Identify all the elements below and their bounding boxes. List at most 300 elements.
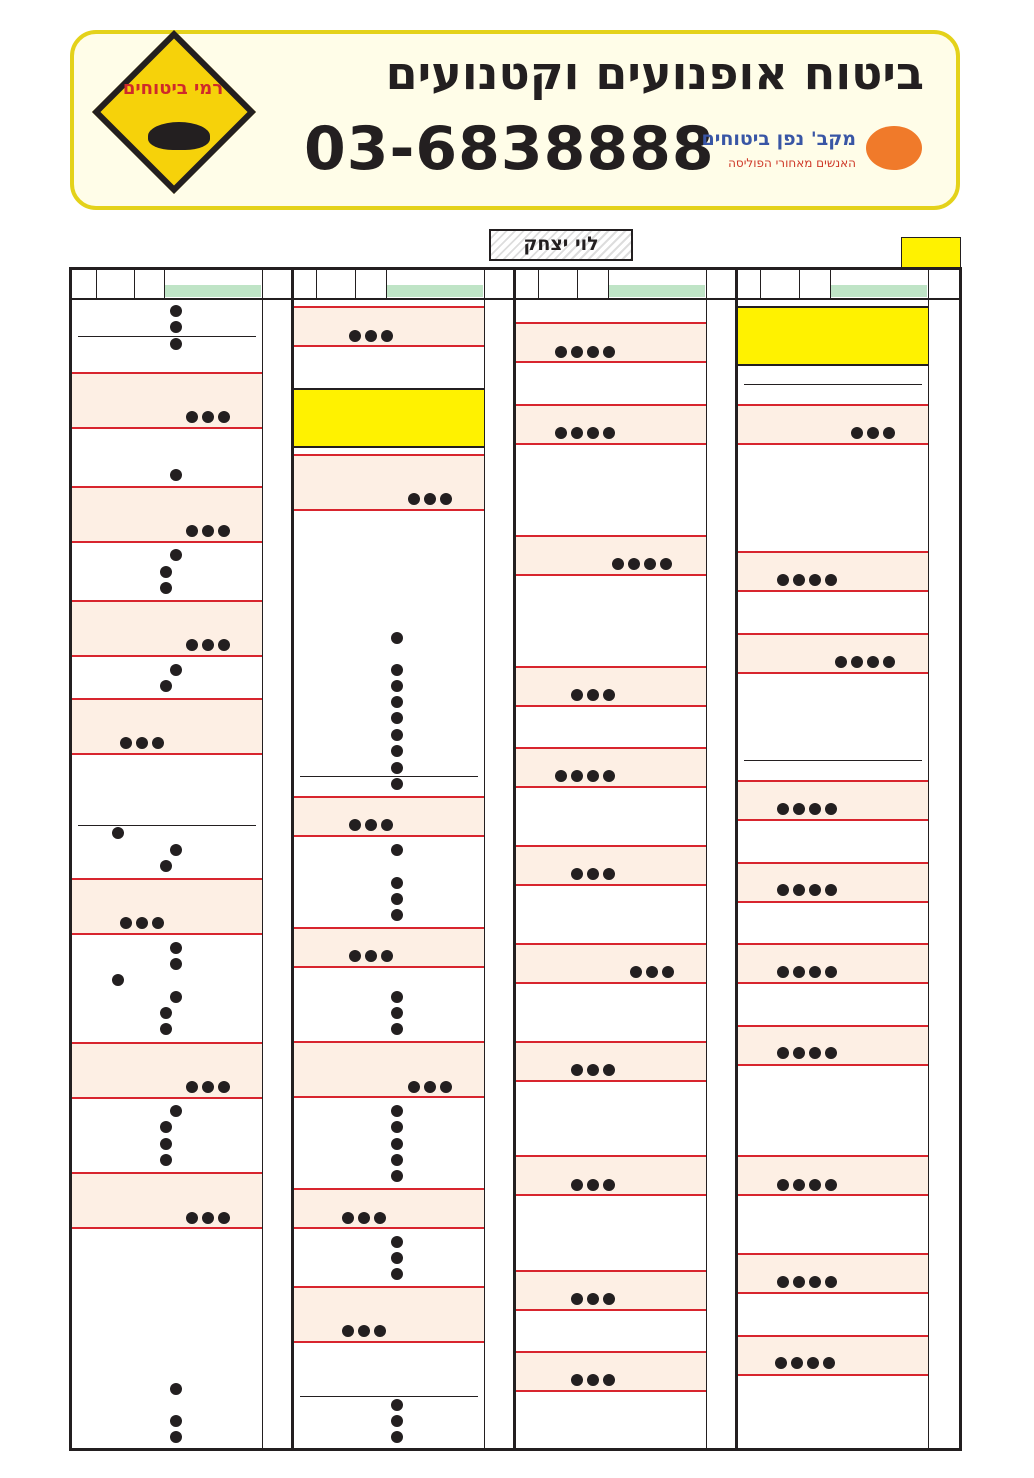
row-divider bbox=[294, 1286, 484, 1288]
dot-marker bbox=[587, 1179, 599, 1191]
dot-marker bbox=[571, 1293, 583, 1305]
dot-marker bbox=[374, 1212, 386, 1224]
corner-marker bbox=[901, 237, 961, 269]
dot-marker bbox=[809, 966, 821, 978]
dot-marker bbox=[793, 966, 805, 978]
dot-marker bbox=[603, 770, 615, 782]
dot-marker bbox=[883, 656, 895, 668]
header-divider bbox=[928, 270, 929, 299]
clue-row-shade bbox=[72, 1172, 262, 1228]
dot-marker bbox=[825, 1047, 837, 1059]
dot-marker bbox=[587, 1064, 599, 1076]
dot-marker bbox=[391, 1138, 403, 1150]
header-tint bbox=[831, 285, 927, 297]
dot-marker bbox=[809, 1179, 821, 1191]
dot-marker bbox=[381, 330, 393, 342]
dot-marker bbox=[358, 1212, 370, 1224]
clue-row-shade bbox=[294, 1188, 484, 1228]
dot-marker bbox=[809, 1276, 821, 1288]
dot-marker bbox=[440, 493, 452, 505]
dot-marker bbox=[112, 827, 124, 839]
dot-marker bbox=[160, 1138, 172, 1150]
row-divider bbox=[738, 551, 928, 553]
dot-marker bbox=[867, 427, 879, 439]
dot-marker bbox=[791, 1357, 803, 1369]
dot-marker bbox=[202, 639, 214, 651]
dot-marker bbox=[391, 1268, 403, 1280]
dot-marker bbox=[365, 950, 377, 962]
dot-marker bbox=[349, 330, 361, 342]
dot-marker bbox=[660, 558, 672, 570]
clue-row-shade bbox=[738, 1025, 928, 1065]
warning-sign-logo bbox=[92, 30, 256, 194]
dot-marker bbox=[809, 884, 821, 896]
dot-marker bbox=[202, 1212, 214, 1224]
dot-marker bbox=[152, 917, 164, 929]
row-divider bbox=[516, 443, 706, 445]
row-divider bbox=[72, 486, 262, 488]
dot-marker bbox=[603, 427, 615, 439]
brand-name: רמי ביטוחים bbox=[122, 78, 224, 99]
dot-marker bbox=[170, 338, 182, 350]
dot-marker bbox=[218, 1212, 230, 1224]
dot-marker bbox=[120, 917, 132, 929]
row-divider bbox=[516, 982, 706, 984]
dot-marker bbox=[170, 1383, 182, 1395]
header-line bbox=[294, 298, 513, 300]
dot-marker bbox=[793, 1047, 805, 1059]
dot-marker bbox=[160, 680, 172, 692]
header-line bbox=[72, 298, 291, 300]
row-divider bbox=[516, 1270, 706, 1272]
dot-marker bbox=[391, 844, 403, 856]
dot-marker bbox=[218, 411, 230, 423]
dot-marker bbox=[603, 689, 615, 701]
dot-marker bbox=[391, 712, 403, 724]
dot-marker bbox=[391, 680, 403, 692]
row-divider bbox=[738, 943, 928, 945]
row-divider bbox=[738, 1194, 928, 1196]
author-name: לוי יצחק bbox=[523, 233, 599, 255]
row-divider bbox=[72, 1227, 262, 1229]
row-divider bbox=[294, 345, 484, 347]
header-divider bbox=[799, 270, 800, 299]
row-divider bbox=[294, 966, 484, 968]
header-line bbox=[738, 298, 959, 300]
dot-marker bbox=[777, 1047, 789, 1059]
dot-marker bbox=[777, 574, 789, 586]
row-divider bbox=[516, 747, 706, 749]
dot-marker bbox=[851, 656, 863, 668]
dot-marker bbox=[120, 737, 132, 749]
partner-logo-icon bbox=[866, 126, 922, 170]
dot-marker bbox=[170, 1105, 182, 1117]
row-divider bbox=[72, 698, 262, 700]
dot-marker bbox=[835, 656, 847, 668]
header-tint bbox=[387, 285, 483, 297]
dot-marker bbox=[777, 1179, 789, 1191]
row-divider bbox=[516, 1351, 706, 1353]
dot-marker bbox=[825, 1276, 837, 1288]
banner-phone[interactable]: 03-6838888 bbox=[304, 114, 715, 184]
clue-row-shade bbox=[72, 878, 262, 934]
row-divider bbox=[738, 404, 928, 406]
dot-marker bbox=[587, 689, 599, 701]
header-divider bbox=[134, 270, 135, 299]
row-divider bbox=[294, 509, 484, 511]
row-divider bbox=[294, 796, 484, 798]
dot-marker bbox=[391, 696, 403, 708]
row-divider bbox=[72, 1097, 262, 1099]
thin-rule bbox=[744, 760, 922, 761]
dot-marker bbox=[662, 966, 674, 978]
dot-marker bbox=[555, 770, 567, 782]
dot-marker bbox=[202, 525, 214, 537]
thin-rule bbox=[300, 1396, 478, 1397]
dot-marker bbox=[391, 729, 403, 741]
dot-marker bbox=[391, 1105, 403, 1117]
header-divider bbox=[484, 270, 485, 299]
dot-marker bbox=[391, 1252, 403, 1264]
row-divider bbox=[294, 306, 484, 308]
dot-marker bbox=[170, 305, 182, 317]
thin-rule bbox=[78, 825, 256, 826]
dot-marker bbox=[793, 1276, 805, 1288]
ad-banner[interactable] bbox=[70, 30, 960, 210]
dot-marker bbox=[603, 868, 615, 880]
row-divider bbox=[516, 1155, 706, 1157]
dot-marker bbox=[170, 664, 182, 676]
dot-marker bbox=[823, 1357, 835, 1369]
dot-marker bbox=[391, 893, 403, 905]
row-divider bbox=[294, 1227, 484, 1229]
row-divider bbox=[516, 535, 706, 537]
dot-marker bbox=[809, 574, 821, 586]
clue-row-shade bbox=[738, 1335, 928, 1375]
header-divider bbox=[538, 270, 539, 299]
header-divider bbox=[164, 270, 165, 299]
dot-marker bbox=[391, 632, 403, 644]
dot-marker bbox=[160, 1023, 172, 1035]
dot-marker bbox=[170, 844, 182, 856]
row-divider bbox=[516, 1194, 706, 1196]
dot-marker bbox=[391, 1399, 403, 1411]
thin-rule bbox=[744, 384, 922, 385]
row-divider bbox=[294, 1341, 484, 1343]
dot-marker bbox=[186, 411, 198, 423]
clue-row-shade bbox=[72, 600, 262, 656]
dot-marker bbox=[342, 1325, 354, 1337]
dot-marker bbox=[186, 1212, 198, 1224]
header-divider bbox=[262, 270, 263, 299]
row-divider bbox=[738, 1335, 928, 1337]
dot-marker bbox=[603, 1179, 615, 1191]
dot-marker bbox=[571, 427, 583, 439]
dot-marker bbox=[646, 966, 658, 978]
highlight-box bbox=[294, 388, 484, 448]
dot-marker bbox=[391, 1431, 403, 1443]
row-divider bbox=[72, 655, 262, 657]
dot-marker bbox=[424, 1081, 436, 1093]
row-divider bbox=[738, 633, 928, 635]
dot-marker bbox=[349, 819, 361, 831]
dot-marker bbox=[391, 991, 403, 1003]
dot-marker bbox=[202, 1081, 214, 1093]
motorcycle-icon bbox=[148, 122, 210, 150]
dot-marker bbox=[391, 745, 403, 757]
dot-marker bbox=[587, 346, 599, 358]
dot-marker bbox=[391, 778, 403, 790]
clue-column-divider bbox=[262, 299, 263, 1449]
row-divider bbox=[72, 878, 262, 880]
dot-marker bbox=[793, 803, 805, 815]
dot-marker bbox=[160, 1121, 172, 1133]
row-divider bbox=[516, 884, 706, 886]
dot-marker bbox=[391, 1121, 403, 1133]
clue-row-shade bbox=[72, 1042, 262, 1098]
dot-marker bbox=[571, 1179, 583, 1191]
row-divider bbox=[72, 600, 262, 602]
row-divider bbox=[516, 361, 706, 363]
clue-column-divider bbox=[706, 299, 707, 1449]
dot-marker bbox=[391, 1023, 403, 1035]
row-divider bbox=[738, 1292, 928, 1294]
clue-row-shade bbox=[72, 372, 262, 428]
row-divider bbox=[516, 1080, 706, 1082]
header-divider bbox=[355, 270, 356, 299]
dot-marker bbox=[603, 1064, 615, 1076]
clue-row-shade bbox=[738, 862, 928, 902]
dot-marker bbox=[587, 868, 599, 880]
dot-marker bbox=[391, 877, 403, 889]
dot-marker bbox=[136, 917, 148, 929]
row-divider bbox=[294, 1188, 484, 1190]
dot-marker bbox=[825, 966, 837, 978]
dot-marker bbox=[775, 1357, 787, 1369]
dot-marker bbox=[603, 1293, 615, 1305]
dot-marker bbox=[170, 321, 182, 333]
dot-marker bbox=[391, 1170, 403, 1182]
row-divider bbox=[738, 1025, 928, 1027]
dot-marker bbox=[391, 762, 403, 774]
row-divider bbox=[516, 845, 706, 847]
header-line bbox=[516, 298, 735, 300]
dot-marker bbox=[793, 574, 805, 586]
dot-marker bbox=[587, 1293, 599, 1305]
dot-marker bbox=[571, 868, 583, 880]
dot-marker bbox=[825, 1179, 837, 1191]
dot-marker bbox=[603, 1374, 615, 1386]
highlight-box bbox=[738, 306, 928, 366]
dot-marker bbox=[571, 346, 583, 358]
header-divider bbox=[706, 270, 707, 299]
row-divider bbox=[294, 835, 484, 837]
header-divider bbox=[96, 270, 97, 299]
header-divider bbox=[830, 270, 831, 299]
row-divider bbox=[738, 819, 928, 821]
clue-row-shade bbox=[294, 1286, 484, 1342]
row-divider bbox=[72, 753, 262, 755]
row-divider bbox=[516, 404, 706, 406]
row-divider bbox=[738, 1155, 928, 1157]
dot-marker bbox=[587, 427, 599, 439]
dot-marker bbox=[851, 427, 863, 439]
header-tint bbox=[609, 285, 705, 297]
dot-marker bbox=[777, 884, 789, 896]
dot-marker bbox=[218, 525, 230, 537]
clue-row-shade bbox=[738, 633, 928, 673]
dot-marker bbox=[807, 1357, 819, 1369]
row-divider bbox=[738, 1374, 928, 1376]
dot-marker bbox=[391, 1007, 403, 1019]
dot-marker bbox=[612, 558, 624, 570]
dot-marker bbox=[391, 664, 403, 676]
dot-marker bbox=[644, 558, 656, 570]
dot-marker bbox=[571, 1374, 583, 1386]
dot-marker bbox=[170, 1431, 182, 1443]
dot-marker bbox=[777, 803, 789, 815]
dot-marker bbox=[555, 427, 567, 439]
row-divider bbox=[72, 1172, 262, 1174]
dot-marker bbox=[365, 819, 377, 831]
dot-marker bbox=[793, 884, 805, 896]
row-divider bbox=[738, 590, 928, 592]
clue-row-shade bbox=[294, 1041, 484, 1097]
dot-marker bbox=[571, 1064, 583, 1076]
dot-marker bbox=[160, 582, 172, 594]
clue-row-shade bbox=[516, 943, 706, 983]
dot-marker bbox=[391, 1236, 403, 1248]
dot-marker bbox=[571, 689, 583, 701]
dot-marker bbox=[587, 1374, 599, 1386]
header-divider bbox=[316, 270, 317, 299]
header-divider bbox=[608, 270, 609, 299]
row-divider bbox=[516, 1390, 706, 1392]
dot-marker bbox=[136, 737, 148, 749]
dot-marker bbox=[391, 909, 403, 921]
dot-marker bbox=[170, 469, 182, 481]
dot-marker bbox=[365, 330, 377, 342]
dot-marker bbox=[555, 346, 567, 358]
dot-marker bbox=[186, 639, 198, 651]
partner-tagline: האנשים מאחורי הפוליסה bbox=[728, 156, 856, 170]
thin-rule bbox=[300, 776, 478, 777]
row-divider bbox=[738, 780, 928, 782]
dot-marker bbox=[186, 525, 198, 537]
header-divider bbox=[577, 270, 578, 299]
header-divider bbox=[760, 270, 761, 299]
dot-marker bbox=[160, 1007, 172, 1019]
dot-marker bbox=[628, 558, 640, 570]
row-divider bbox=[516, 943, 706, 945]
row-divider bbox=[294, 1041, 484, 1043]
dot-marker bbox=[218, 1081, 230, 1093]
clue-row-shade bbox=[72, 698, 262, 754]
row-divider bbox=[516, 574, 706, 576]
row-divider bbox=[72, 427, 262, 429]
row-divider bbox=[516, 1309, 706, 1311]
row-divider bbox=[738, 1064, 928, 1066]
row-divider bbox=[294, 927, 484, 929]
thin-rule bbox=[78, 336, 256, 337]
dot-marker bbox=[381, 819, 393, 831]
row-divider bbox=[738, 1253, 928, 1255]
dot-marker bbox=[112, 974, 124, 986]
dot-marker bbox=[170, 549, 182, 561]
row-divider bbox=[516, 786, 706, 788]
dot-marker bbox=[777, 1276, 789, 1288]
row-divider bbox=[72, 541, 262, 543]
clue-column-divider bbox=[928, 299, 929, 1449]
author-tag bbox=[489, 229, 633, 261]
dot-marker bbox=[630, 966, 642, 978]
clue-row-shade bbox=[294, 454, 484, 510]
row-divider bbox=[738, 672, 928, 674]
dot-marker bbox=[349, 950, 361, 962]
dot-marker bbox=[391, 1154, 403, 1166]
header-divider bbox=[386, 270, 387, 299]
dot-marker bbox=[809, 1047, 821, 1059]
dot-marker bbox=[152, 737, 164, 749]
clue-row-shade bbox=[516, 535, 706, 575]
row-divider bbox=[294, 454, 484, 456]
row-divider bbox=[516, 666, 706, 668]
row-divider bbox=[294, 1096, 484, 1098]
dot-marker bbox=[825, 574, 837, 586]
dot-marker bbox=[358, 1325, 370, 1337]
row-divider bbox=[516, 1041, 706, 1043]
dot-marker bbox=[440, 1081, 452, 1093]
dot-marker bbox=[202, 411, 214, 423]
dot-marker bbox=[867, 656, 879, 668]
clue-row-shade bbox=[72, 486, 262, 542]
dot-marker bbox=[170, 991, 182, 1003]
header-tint bbox=[165, 285, 261, 297]
dot-marker bbox=[587, 770, 599, 782]
dot-marker bbox=[381, 950, 393, 962]
clue-row-shade bbox=[738, 404, 928, 444]
dot-marker bbox=[883, 427, 895, 439]
dot-marker bbox=[218, 639, 230, 651]
dot-marker bbox=[391, 1415, 403, 1427]
dot-marker bbox=[374, 1325, 386, 1337]
dot-marker bbox=[170, 958, 182, 970]
row-divider bbox=[738, 443, 928, 445]
dot-marker bbox=[160, 1154, 172, 1166]
clue-column-divider bbox=[484, 299, 485, 1449]
dot-marker bbox=[408, 493, 420, 505]
banner-title: ביטוח אופנועים וקטנועים bbox=[385, 46, 924, 100]
row-divider bbox=[516, 322, 706, 324]
dot-marker bbox=[809, 803, 821, 815]
row-divider bbox=[72, 372, 262, 374]
row-divider bbox=[72, 1042, 262, 1044]
dot-marker bbox=[793, 1179, 805, 1191]
dot-marker bbox=[825, 803, 837, 815]
row-divider bbox=[738, 901, 928, 903]
dot-marker bbox=[777, 966, 789, 978]
dot-marker bbox=[424, 493, 436, 505]
dot-marker bbox=[408, 1081, 420, 1093]
row-divider bbox=[738, 982, 928, 984]
dot-marker bbox=[342, 1212, 354, 1224]
dot-marker bbox=[825, 884, 837, 896]
row-divider bbox=[516, 705, 706, 707]
dot-marker bbox=[160, 860, 172, 872]
row-divider bbox=[72, 933, 262, 935]
dot-marker bbox=[170, 942, 182, 954]
dot-marker bbox=[170, 1415, 182, 1427]
